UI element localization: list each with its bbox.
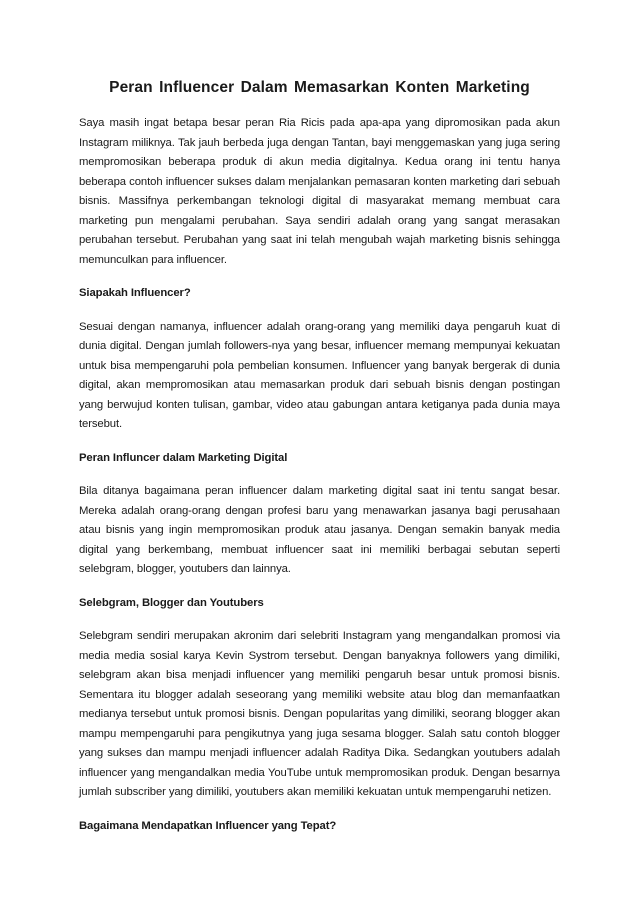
- heading-peran-influencer: Peran Influncer dalam Marketing Digital: [79, 451, 288, 464]
- heading-selebgram-blogger-youtubers: Selebgram, Blogger dan Youtubers: [79, 596, 264, 609]
- intro-paragraph: Saya masih ingat betapa besar peran Ria Ricis pada apa-apa yang dipromosikan pada akun Instagram miliknya. Tak jauh berbeda juga dengan Tantan, bayi menggemaskan yang juga sering mempromosikan beberapa produk di akun media digitalnya. Kedua orang ini tentu hanya beberapa contoh influencer sukses dalam menjalankan pemasaran konten marketing dari sebuah bisnis. Massifnya perkembangan teknologi digital di masyarakat memang membuat cara marketing pun mengalami perubahan. Saya sendiri adalah orang yang sangat merasakan perubahan tersebut. Perubahan yang saat ini telah mengubah wajah marketing bisnis sehingga memunculkan para influencer.: [79, 117, 560, 266]
- paragraph-peran-influencer: Bila ditanya bagaimana peran influencer dalam marketing digital saat ini tentu sangat besar. Mereka adalah orang-orang dengan profesi baru yang menawarkan jasanya bagi perusahaan atau bisnis yang ingin mempromosikan produk atau jasanya. Dengan semakin banyak media digital yang berkembang, membuat influencer saat ini memiliki berbagai sebutan seperti selebgram, blogger, youtubers dan lainnya.: [79, 485, 560, 575]
- paragraph-selebgram-blogger-youtubers: Selebgram sendiri merupakan akronim dari selebriti Instagram yang mengandalkan promosi via media media sosial karya Kevin Systrom tersebut. Dengan banyaknya followers yang dimiliki, selebgram akan bisa menjadi influencer yang memiliki pengaruh besar untuk promosi bisnis. Sementara itu blogger adalah seseorang yang memiliki website atau blog dan memanfaatkan medianya tersebut untuk promosi bisnis. Dengan popularitas yang dimiliki, seorang blogger akan mampu mempengaruhi para pengikutnya yang juga sesama blogger. Salah satu contoh blogger yang sukses dan mampu menjadi influencer adalah Raditya Dika. Sedangkan youtubers adalah influencer yang mengandalkan media YouTube untuk mempromosikan produk. Dengan besarnya jumlah subscriber yang dimiliki, youtubers akan memiliki kekuatan untuk mempengaruhi netizen.: [79, 630, 560, 798]
- heading-mendapatkan-influencer: Bagaimana Mendapatkan Influencer yang Tepat?: [79, 819, 337, 832]
- heading-siapakah-influencer: Siapakah Influencer?: [79, 287, 191, 299]
- paragraph-siapakah-influencer: Sesuai dengan namanya, influencer adalah orang-orang yang memiliki daya pengaruh kuat di dunia digital. Dengan jumlah followers-nya yang besar, influencer memang mempunyai kekuatan untuk bisa mempengaruhi pola pembelian konsumen. Influencer yang banyak bergerak di dunia digital, akan mempromosikan atau memasarkan produk dari sebuah bisnis dengan postingan yang berwujud konten tulisan, gambar, video atau gabungan antara ketiganya pada dunia maya tersebut.: [79, 320, 560, 430]
- document-page: [79, 78, 560, 850]
- document-title: Peran Influencer Dalam Memasarkan Konten Marketing: [109, 79, 530, 96]
